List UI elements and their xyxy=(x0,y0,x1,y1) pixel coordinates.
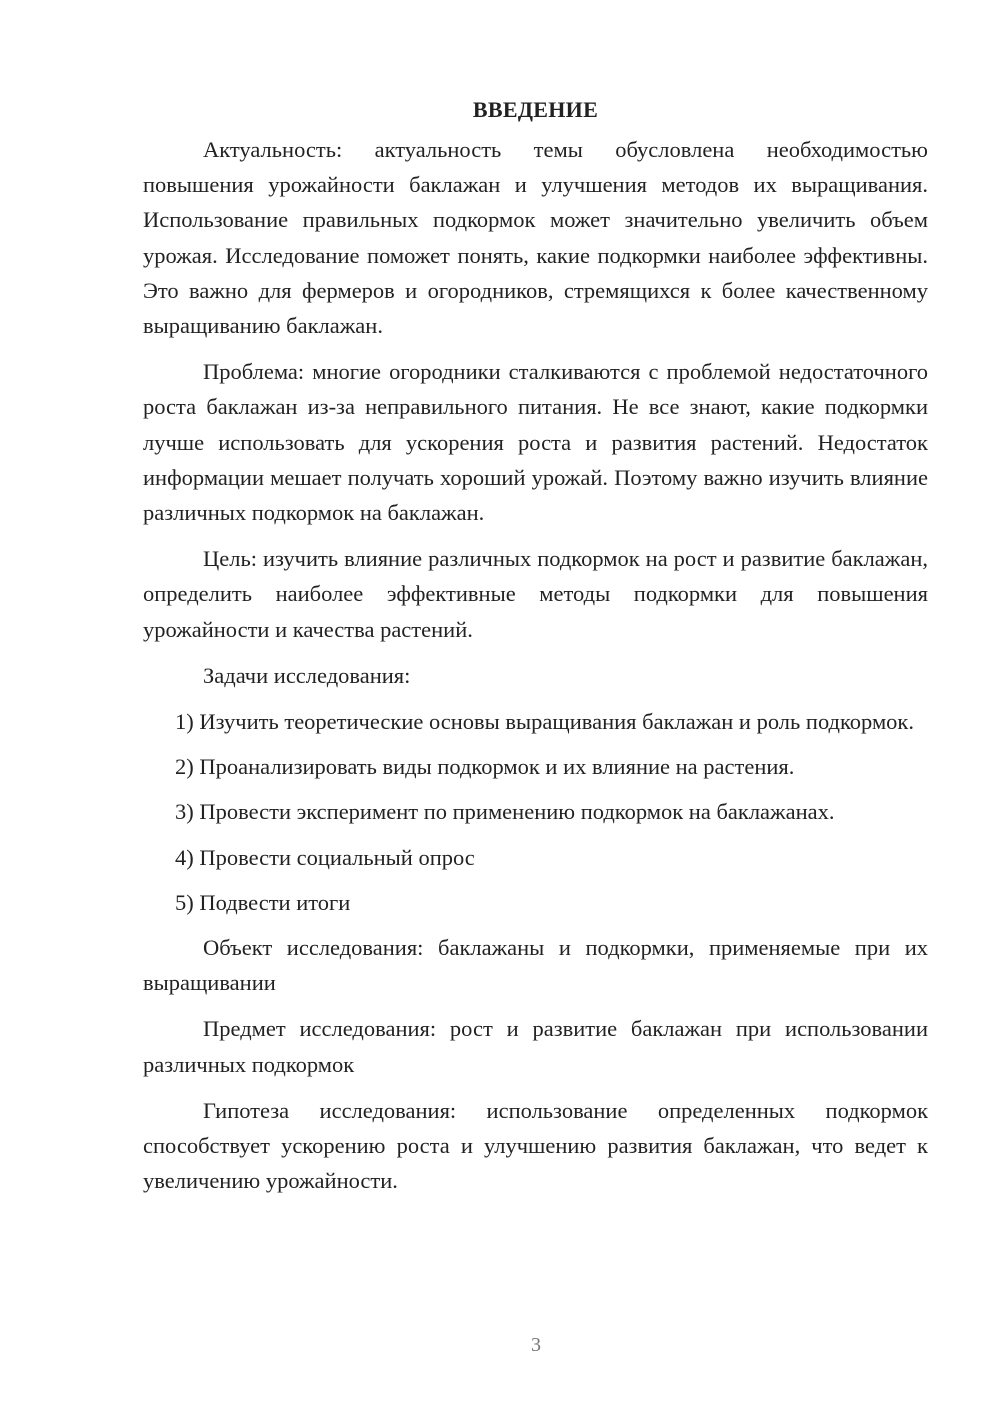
paragraph-hypothesis: Гипотеза исследования: использование определенных подкормок способствует ускорению роста и улучшению развития баклажан, что ведет к увеличению урожайности. xyxy=(143,1097,928,1194)
tasks-list xyxy=(143,704,928,920)
list-item: 1) Изучить теоретические основы выращивания баклажан и роль подкормок. xyxy=(175,709,914,735)
paragraph-goal: Цель: изучить влияние различных подкормок на рост и развитие баклажан, определить наиболее эффективные методы подкормки для повышения урожайности и качества растений. xyxy=(143,546,928,642)
paragraph-relevance: Актуальность: актуальность темы обусловлена необходимостью повышения урожайности баклажан и улучшения методов их выращивания. Использование правильных подкормок может значительно увеличить объем урожая. Исследование поможет понять, какие подкормки наиболее эффективны. Это важно для фермеров и огородников, стремящихся к более качественному выращиванию баклажан. xyxy=(143,137,928,339)
paragraph-object: Объект исследования: баклажаны и подкормки, применяемые при их выращивании xyxy=(143,935,928,996)
page-number: 3 xyxy=(531,1334,541,1356)
list-item: 5) Подвести итоги xyxy=(175,889,351,915)
paragraph-problem: Проблема: многие огородники сталкиваются с проблемой недостаточного роста баклажан из-за неправильного питания. Не все знают, какие подкормки лучше использовать для ускорения роста и развития растений. Недостаток информации мешает получать хороший урожай. Поэтому важно изучить влияние различных подкормок на баклажан. xyxy=(143,359,928,526)
tasks-heading: Задачи исследования: xyxy=(203,662,411,688)
list-item: 2) Проанализировать виды подкормок и их влияние на растения. xyxy=(175,754,795,780)
document-title: ВВЕДЕНИЕ xyxy=(472,97,599,122)
list-item: 4) Провести социальный опрос xyxy=(175,844,475,870)
list-item: 3) Провести эксперимент по применению подкормок на баклажанах. xyxy=(175,799,835,825)
document-page xyxy=(143,92,928,1209)
paragraph-subject: Предмет исследования: рост и развитие баклажан при использовании различных подкормок xyxy=(143,1016,928,1077)
